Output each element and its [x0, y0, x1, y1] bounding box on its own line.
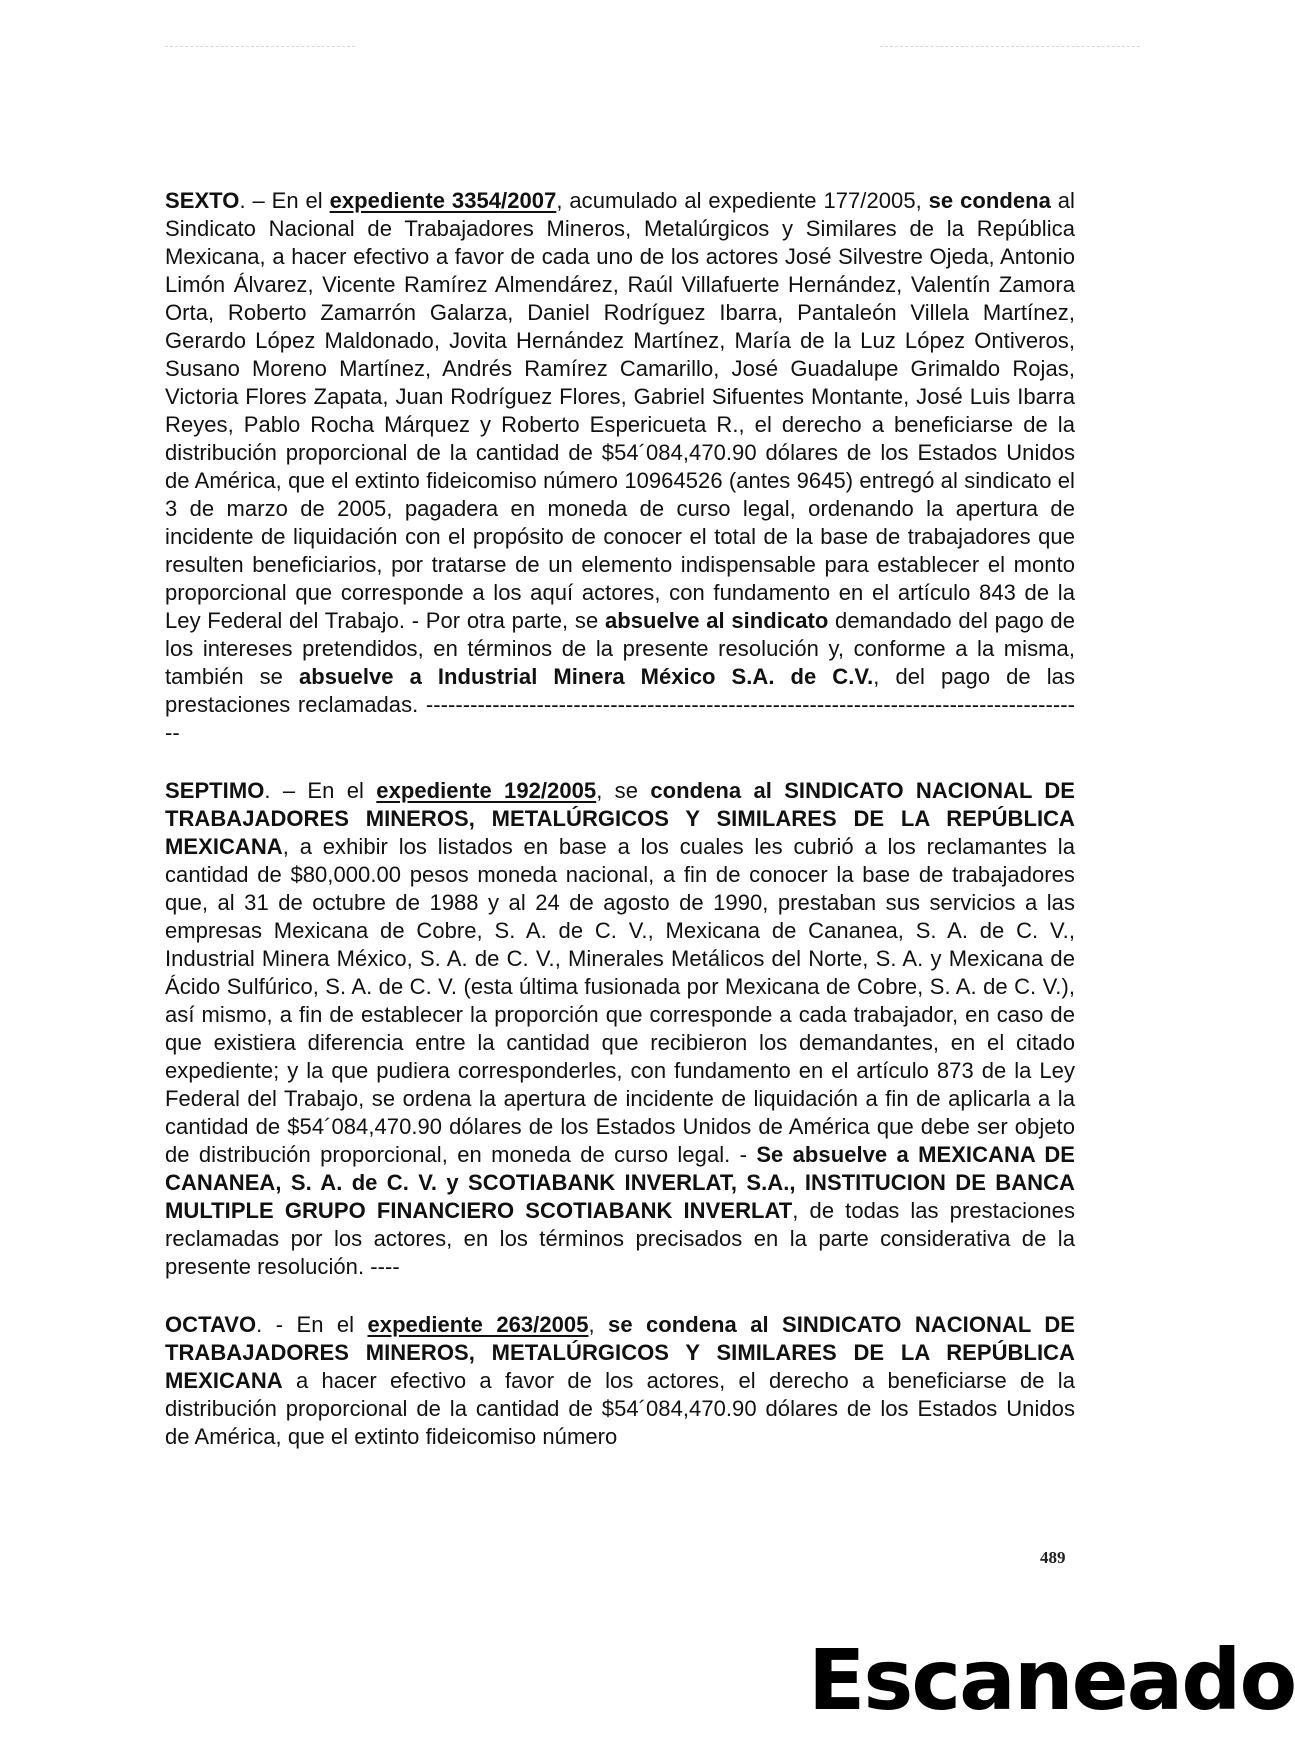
text-run: , a exhibir los listados en base a los cuales les cubrió a los reclamantes la cantidad de $80,000.00 pesos moneda nacional, a fin de conocer la base de trabajadores que, al 31 de octubre de 1988 y al 24 de agosto de 1990, prestaban sus servicios a las empresas Mexicana de Cobre, S. A. de C. V., Mexicana de Cananea, S. A. de C. V., Industrial Minera México, S. A. de C. V., Minerales Metálicos del Norte, S. A. y Mexicana de Ácido Sulfúrico, S. A. de C. V. (esta última fusionada por Mexicana de Cobre, S. A. de C. V.), así mismo, a fin de establecer la proporción que corresponde a cada trabajador, en caso de que existiera diferencia entre la cantidad que recibieron los demandantes, en el citado expediente; y la que pudiera corresponderles, con fundamento en el artículo 873 de la Ley Federal del Trabajo, se ordena la apertura de incidente de liquidación a fin de aplicarla a la cantidad de $54´084,470.90 dólares de los Estados Unidos de América que debe ser objeto de distribución proporcional, en moneda de curso legal. -: [165, 834, 1075, 1167]
resolution-paragraph-septimo: [165, 777, 1075, 1281]
scan-artifact-line: [165, 46, 355, 47]
bold-text-run: SEPTIMO: [165, 778, 265, 803]
text-run: demandado del pago de los intereses pretendidos, en términos de la presente resolución y, conforme a la misma, también se: [165, 608, 1075, 689]
text-run: a hacer efectivo a favor de los actores, el derecho a beneficiarse de la distribución proporcional de la cantidad de $54´084,470.90 dólares de los Estados Unidos de América, que el extinto fideicomiso número: [165, 1368, 1075, 1449]
bold-text-run: OCTAVO: [165, 1312, 257, 1337]
text-run: ,: [588, 1312, 609, 1337]
bold-text-run: se condena: [928, 188, 1051, 213]
text-run: , del pago de las prestaciones reclamadas. ------------------------------------------------------------------------------------------: [165, 664, 1075, 745]
text-run: , de todas las prestaciones reclamadas por los actores, en los términos precisados en la parte considerativa de la presente resolución. ----: [165, 1198, 1075, 1279]
page-number: 489: [1040, 1548, 1066, 1567]
resolution-paragraph-sexto: [165, 187, 1075, 747]
text-run: , se: [596, 778, 651, 803]
bold-text-run: SEXTO: [165, 188, 240, 213]
scanner-watermark: Escaneado: [808, 1631, 1295, 1729]
scan-artifact-line: [880, 46, 1140, 47]
bold-text-run: se condena al SINDICATO NACIONAL DE TRABAJADORES MINEROS, METALÚRGICOS Y SIMILARES DE LA REPÚBLICA MEXICANA: [165, 1312, 1076, 1393]
text-run: . – En el: [264, 778, 377, 803]
bold-text-run: Se absuelve a MEXICANA DE CANANEA, S. A. de C. V. y SCOTIABANK INVERLAT, S.A., INSTITUCION DE BANCA MULTIPLE GRUPO FINANCIERO SCOTIABANK INVERLAT: [165, 1142, 1076, 1223]
document-body: [165, 187, 1075, 1451]
text-run: , acumulado al expediente 177/2005,: [556, 188, 929, 213]
bold-text-run: absuelve al sindicato: [604, 608, 829, 633]
text-run: . – En el: [239, 188, 330, 213]
case-file-reference: expediente 192/2005: [376, 778, 597, 803]
case-file-reference: expediente 3354/2007: [329, 188, 557, 213]
text-run: al Sindicato Nacional de Trabajadores Mineros, Metalúrgicos y Similares de la República Mexicana, a hacer efectivo a favor de cada uno de los actores José Silvestre Ojeda, Antonio Limón Álvarez, Vicente Ramírez Almendárez, Raúl Villafuerte Hernández, Valentín Zamora Orta, Roberto Zamarrón Galarza, Daniel Rodríguez Ibarra, Pantaleón Villela Martínez, Gerardo López Maldonado, Jovita Hernández Martínez, María de la Luz López Ontiveros, Susano Moreno Martínez, Andrés Ramírez Camarillo, José Guadalupe Grimaldo Rojas, Victoria Flores Zapata, Juan Rodríguez Flores, Gabriel Sifuentes Montante, José Luis Ibarra Reyes, Pablo Rocha Márquez y Roberto Espericueta R., el derecho a beneficiarse de la distribución proporcional de la cantidad de $54´084,470.90 dólares de los Estados Unidos de América, que el extinto fideicomiso número 10964526 (antes 9645) entregó al sindicato el 3 de marzo de 2005, pagadera en moneda de curso legal, ordenando la apertura de incidente de liquidación con el propósito de conocer el total de la base de trabajadores que resulten beneficiarios, por tratarse de un elemento indispensable para establecer el monto proporcional que corresponde a los aquí actores, con fundamento en el artículo 843 de la Ley Federal del Trabajo. - Por otra parte, se: [165, 188, 1075, 633]
case-file-reference: expediente 263/2005: [367, 1312, 589, 1337]
bold-text-run: absuelve a Industrial Minera México S.A. de C.V.: [298, 664, 874, 689]
bold-text-run: condena al SINDICATO NACIONAL DE TRABAJADORES MINEROS, METALÚRGICOS Y SIMILARES DE LA REPÚBLICA MEXICANA: [165, 778, 1075, 859]
text-run: . - En el: [256, 1312, 368, 1337]
resolution-paragraph-octavo: [165, 1311, 1075, 1451]
